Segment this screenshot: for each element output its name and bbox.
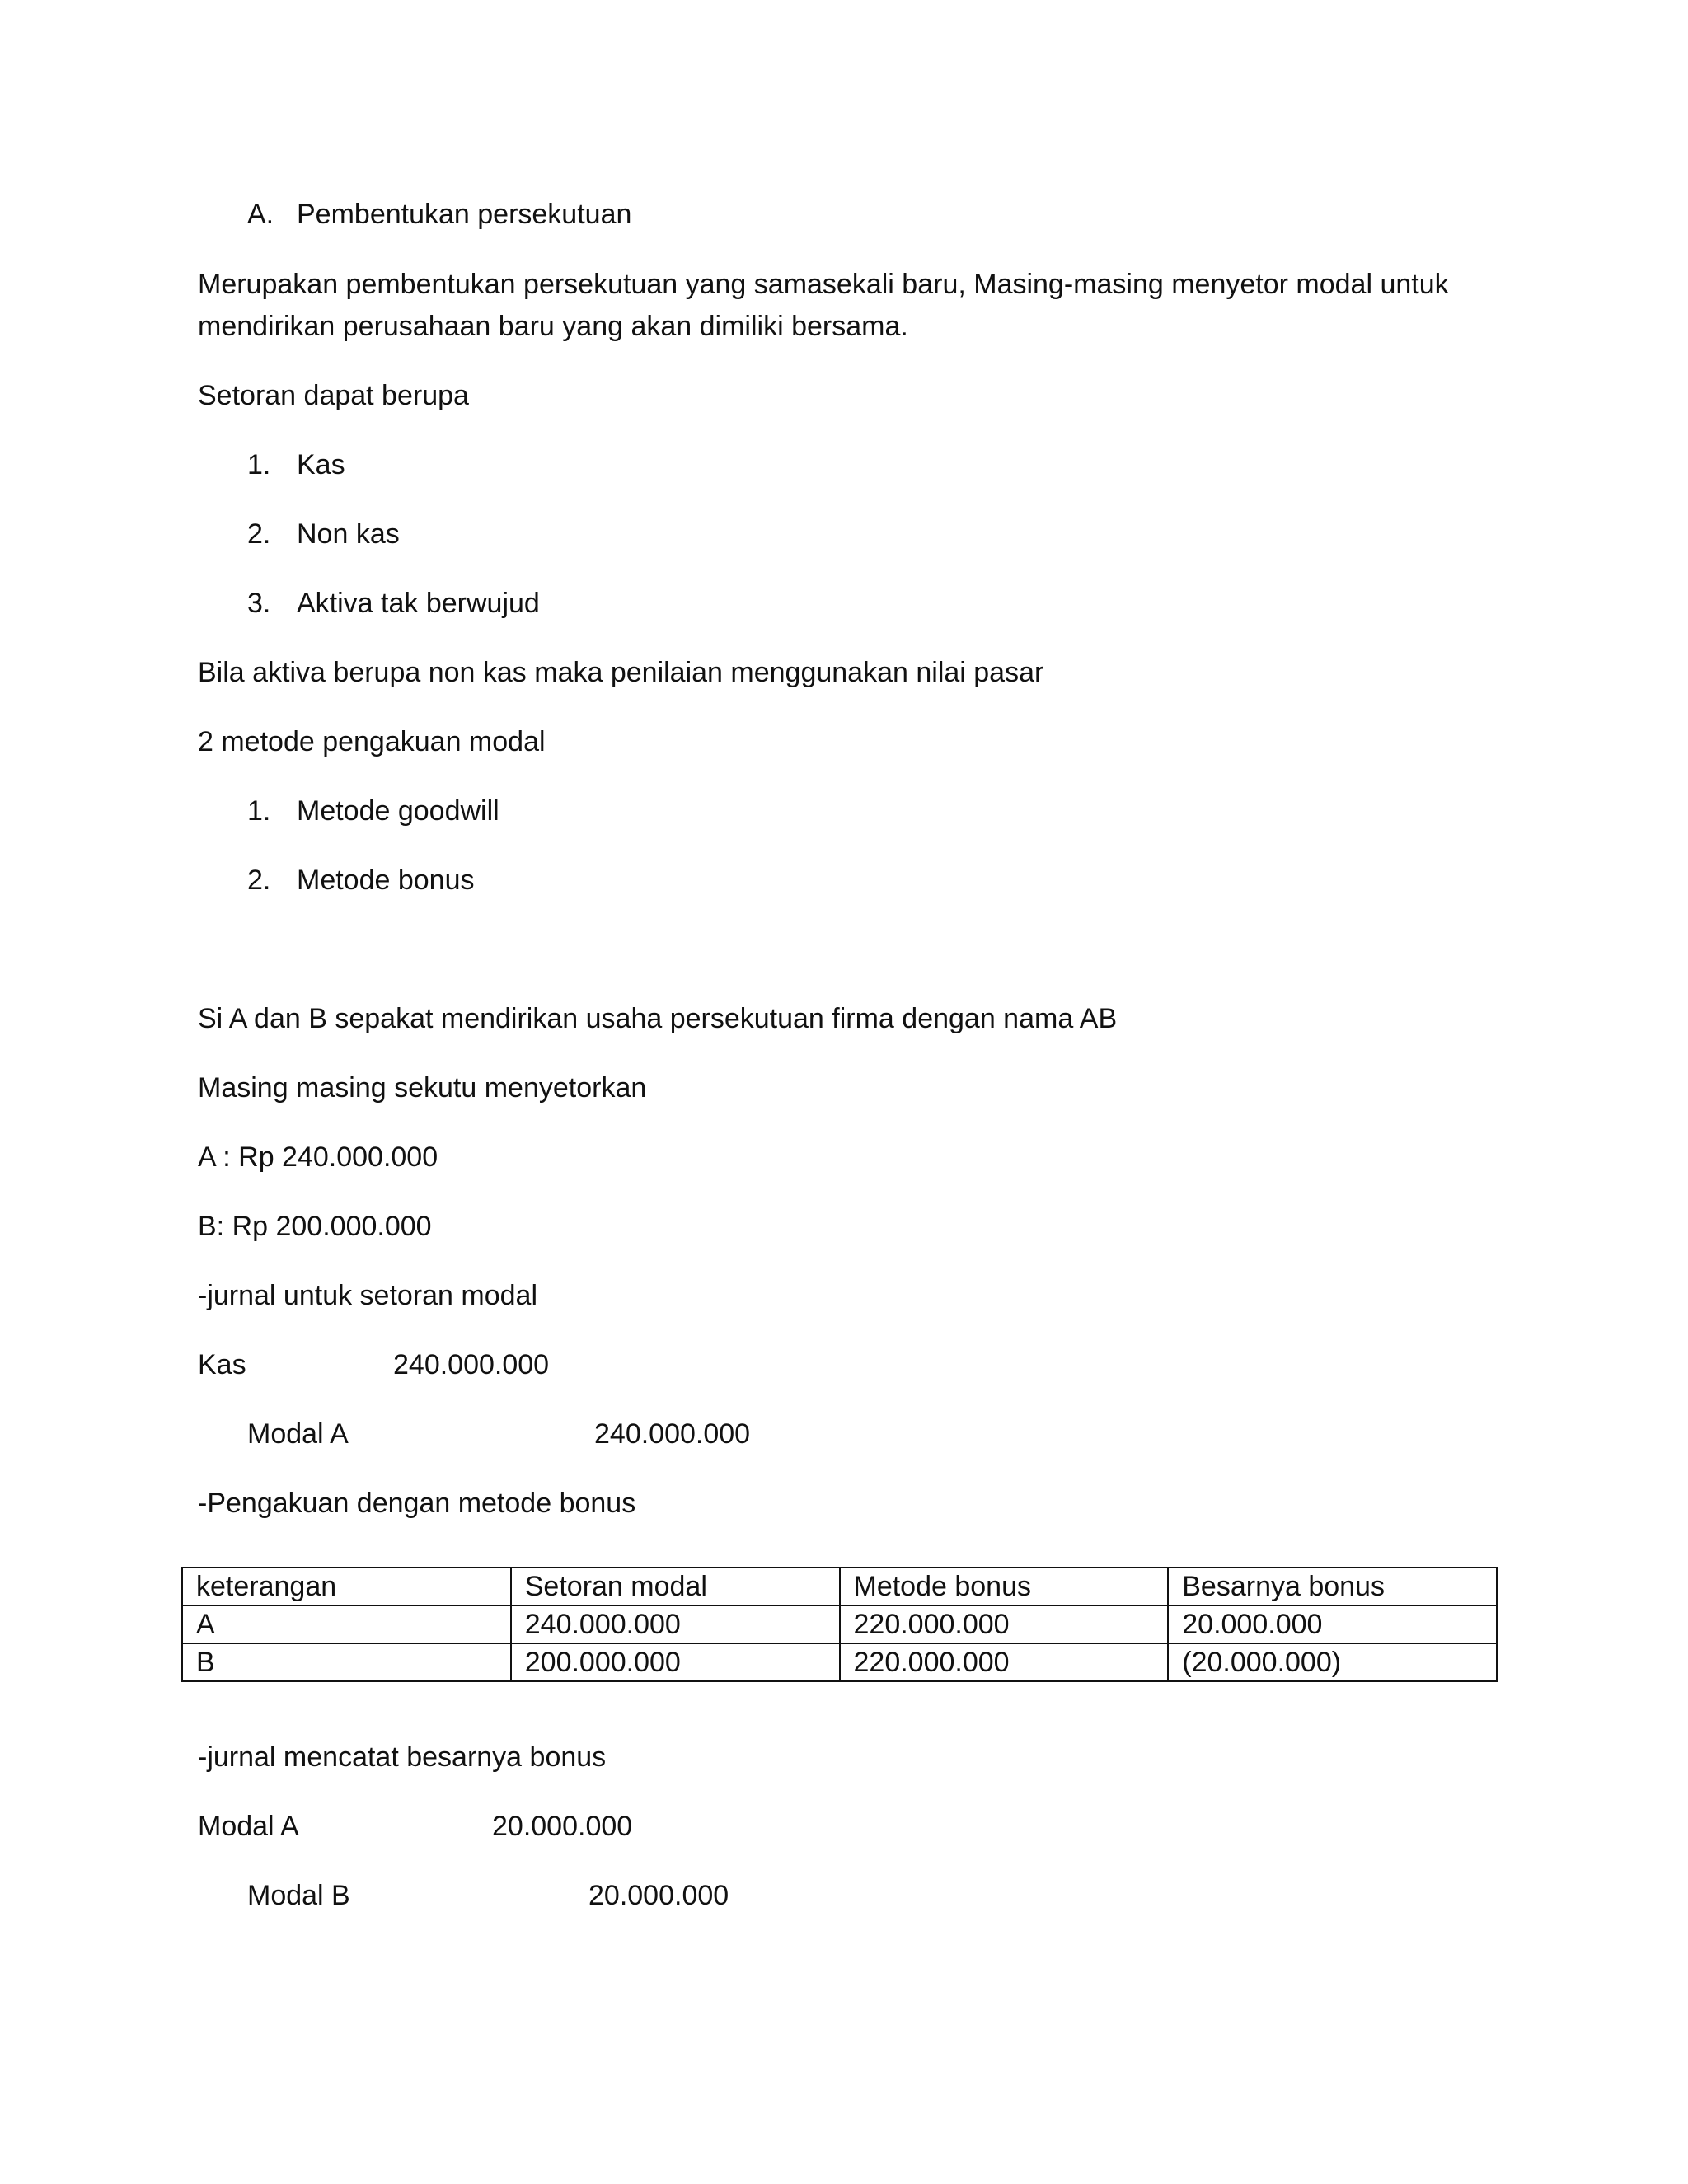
setor-a-line: A : Rp 240.000.000 [198, 1141, 438, 1173]
table-cell: 220.000.000 [840, 1605, 1169, 1643]
jurnal-setoran-heading: -jurnal untuk setoran modal [198, 1280, 538, 1311]
section-marker: A. [247, 199, 274, 230]
journal-debit-row [198, 1344, 246, 1386]
list-text: Kas [297, 449, 345, 480]
list-item [247, 790, 499, 832]
jurnal-bonus-heading: -jurnal mencatat besarnya bonus [198, 1741, 607, 1773]
credit-account: Modal B [247, 1880, 350, 1911]
list-number: 2. [247, 865, 271, 896]
list-number: 1. [247, 449, 271, 480]
list-item [247, 583, 540, 625]
metode-heading: 2 metode pengakuan modal [198, 726, 546, 757]
debit-amount: 240.000.000 [393, 1349, 550, 1380]
pengakuan-heading: -Pengakuan dengan metode bonus [198, 1488, 636, 1519]
section-heading [247, 194, 631, 236]
debit-account: Modal A [198, 1811, 299, 1842]
table-header-row [182, 1568, 1497, 1605]
credit-account: Modal A [247, 1418, 349, 1450]
list-item [247, 444, 345, 486]
setor-b-line: B: Rp 200.000.000 [198, 1211, 432, 1242]
table-header-cell: Besarnya bonus [1168, 1568, 1497, 1605]
list-text: Non kas [297, 518, 400, 550]
intro-paragraph: Merupakan pembentukan persekutuan yang samasekali baru, Masing-masing menyetor modal untuk mendirikan perusahaan baru yang akan dimiliki bersama. [198, 269, 1449, 342]
debit-account: Kas [198, 1349, 246, 1380]
penilaian-line: Bila aktiva berupa non kas maka penilaian menggunakan nilai pasar [198, 657, 1044, 688]
list-text: Metode goodwill [297, 795, 499, 827]
table-header-cell: Setoran modal [511, 1568, 840, 1605]
table-header-cell: keterangan [182, 1568, 511, 1605]
section-title: Pembentukan persekutuan [297, 199, 632, 230]
table-row [182, 1643, 1497, 1681]
table-row [182, 1605, 1497, 1643]
list-number: 3. [247, 588, 271, 619]
list-number: 1. [247, 795, 271, 827]
journal-credit-row [247, 1413, 349, 1455]
table-cell: 220.000.000 [840, 1643, 1169, 1681]
journal-debit-row [198, 1806, 299, 1848]
table-cell: 200.000.000 [511, 1643, 840, 1681]
list-text: Metode bonus [297, 865, 475, 896]
list-item [247, 860, 475, 902]
case-line: Si A dan B sepakat mendirikan usaha persekutuan firma dengan nama AB [198, 1003, 1118, 1034]
table-cell: (20.000.000) [1168, 1643, 1497, 1681]
table-cell: A [182, 1605, 511, 1643]
table-cell: 240.000.000 [511, 1605, 840, 1643]
credit-amount: 240.000.000 [594, 1418, 751, 1450]
list-item [247, 513, 400, 555]
setor-line: Masing masing sekutu menyetorkan [198, 1072, 647, 1104]
table-header-cell: Metode bonus [840, 1568, 1169, 1605]
list-number: 2. [247, 518, 271, 550]
bonus-table [181, 1567, 1498, 1682]
table-cell: 20.000.000 [1168, 1605, 1497, 1643]
list-text: Aktiva tak berwujud [297, 588, 540, 619]
journal-credit-row [247, 1875, 350, 1917]
credit-amount: 20.000.000 [588, 1880, 729, 1911]
debit-amount: 20.000.000 [492, 1811, 633, 1842]
setoran-heading: Setoran dapat berupa [198, 380, 469, 411]
table-cell: B [182, 1643, 511, 1681]
